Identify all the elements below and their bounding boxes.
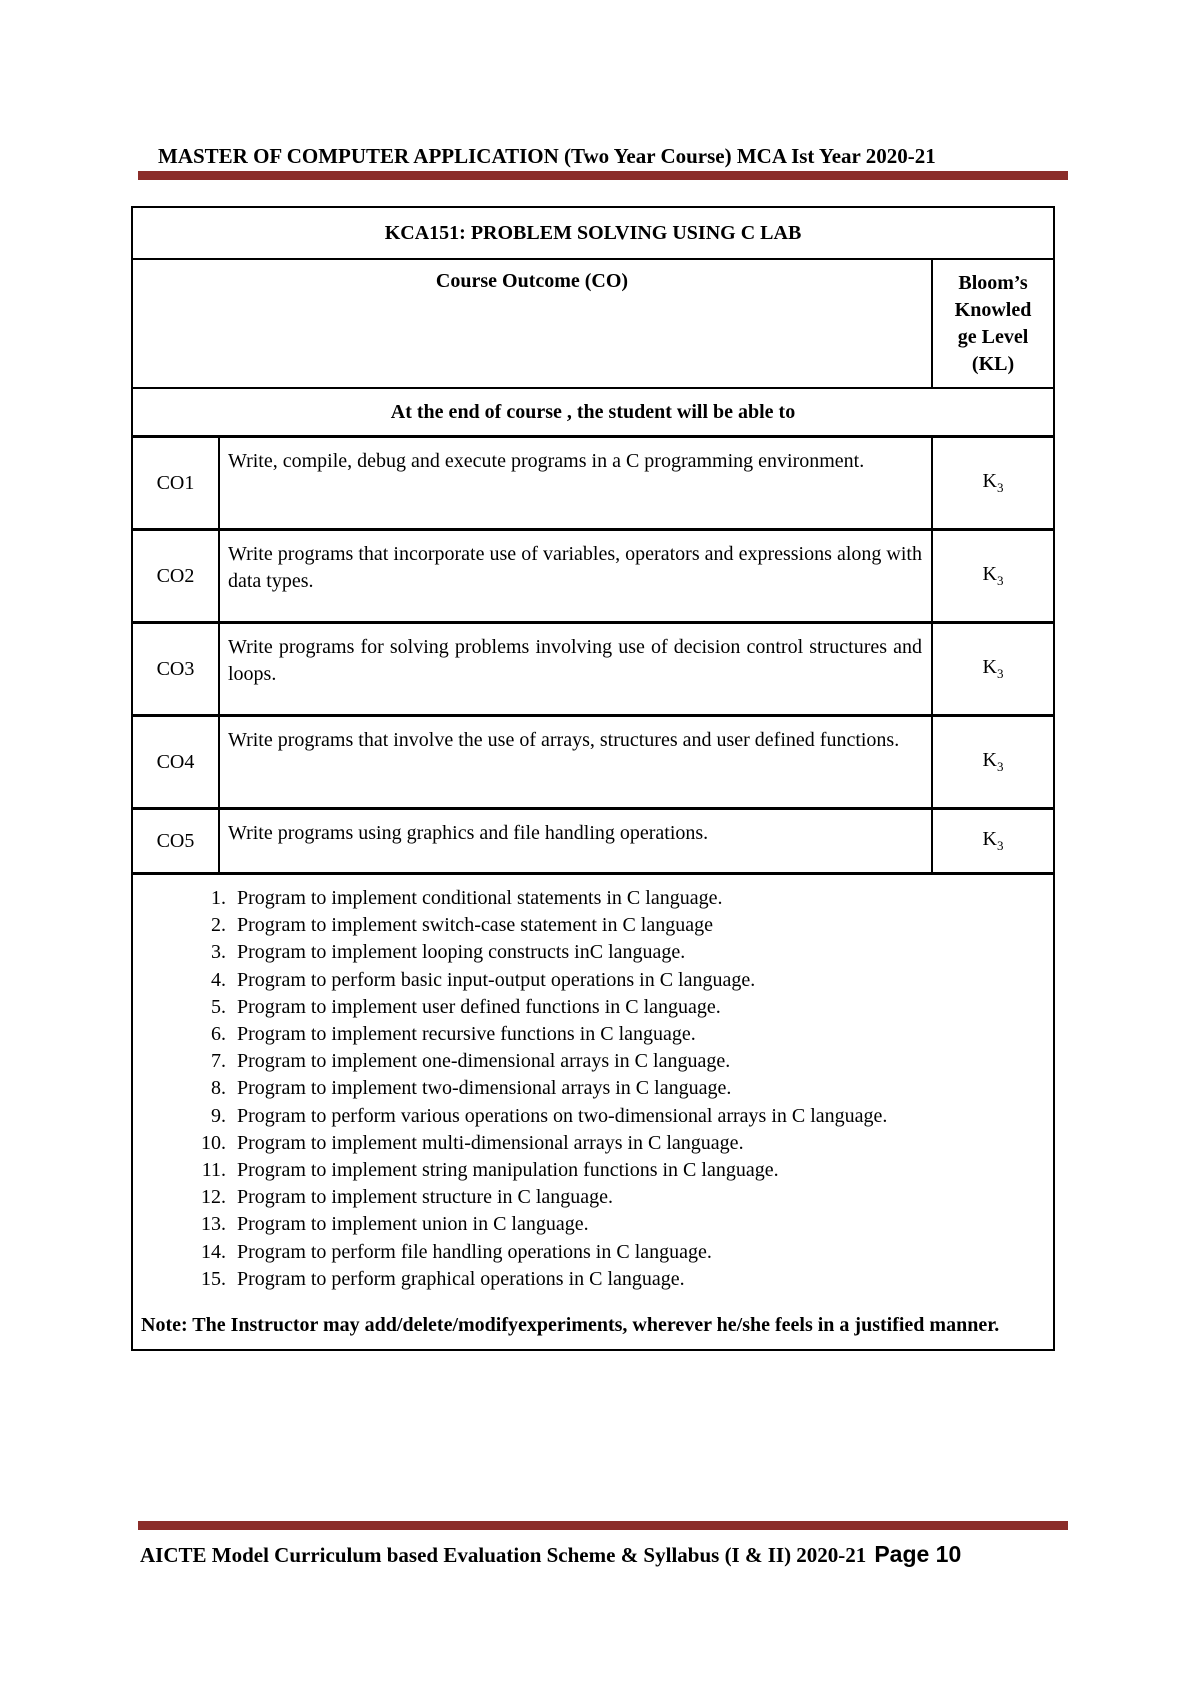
list-item: 2. Program to implement switch-case statement in C language <box>231 912 1045 939</box>
outcome-id: CO5 <box>132 809 219 874</box>
header-rule <box>138 171 1068 180</box>
program-list-cell <box>132 874 1054 1351</box>
outcome-text: Write programs for solving problems involving use of decision control structures and loops. <box>219 623 932 716</box>
list-item: 8. Program to implement two-dimensional arrays in C language. <box>231 1075 1045 1102</box>
footer-rule <box>138 1521 1068 1530</box>
list-item: 6. Program to implement recursive functions in C language. <box>231 1021 1045 1048</box>
outcome-text: Write programs that incorporate use of variables, operators and expressions along with data types. <box>219 530 932 623</box>
bloom-header-line: ge Level <box>957 326 1029 348</box>
kl-letter: K <box>982 563 997 585</box>
bloom-header-line: Bloom’s <box>958 272 1028 294</box>
outcome-id: CO4 <box>132 716 219 809</box>
list-item: 3. Program to implement looping constructs inC language. <box>231 939 1045 966</box>
page-number: Page 10 <box>874 1541 962 1567</box>
list-item: 4. Program to perform basic input-output operations in C language. <box>231 967 1045 994</box>
kl-level: 3 <box>996 838 1004 853</box>
list-item: 13. Program to implement union in C language. <box>231 1211 1045 1238</box>
outcome-text: Write programs using graphics and file handling operations. <box>219 809 932 874</box>
intro-statement: At the end of course , the student will be able to <box>132 388 1054 437</box>
kl-level: 3 <box>996 480 1004 495</box>
course-title: KCA151: PROBLEM SOLVING USING C LAB <box>132 207 1054 259</box>
outcome-kl <box>932 716 1054 809</box>
outcome-id: CO2 <box>132 530 219 623</box>
kl-letter: K <box>982 656 997 678</box>
bloom-header-line: Knowled <box>954 299 1032 321</box>
footer-text: AICTE Model Curriculum based Evaluation Scheme & Syllabus (I & II) 2020-21 <box>140 1543 867 1567</box>
outcome-text: Write, compile, debug and execute programs in a C programming environment. <box>219 437 932 530</box>
list-item: 11. Program to implement string manipulation functions in C language. <box>231 1157 1045 1184</box>
outcome-row <box>132 437 1054 530</box>
course-table <box>131 206 1055 1351</box>
list-item: 12. Program to implement structure in C language. <box>231 1184 1045 1211</box>
kl-letter: K <box>982 749 997 771</box>
outcome-kl <box>932 809 1054 874</box>
kl-level: 3 <box>996 666 1004 681</box>
outcome-row <box>132 716 1054 809</box>
kl-letter: K <box>982 470 997 492</box>
outcome-id: CO1 <box>132 437 219 530</box>
outcome-row <box>132 530 1054 623</box>
outcome-kl <box>932 530 1054 623</box>
outcome-id: CO3 <box>132 623 219 716</box>
list-item: 10. Program to implement multi-dimensional arrays in C language. <box>231 1130 1045 1157</box>
outcome-text: Write programs that involve the use of arrays, structures and user defined functions. <box>219 716 932 809</box>
list-item: 7. Program to implement one-dimensional arrays in C language. <box>231 1048 1045 1075</box>
outcome-kl <box>932 623 1054 716</box>
list-item: 14. Program to perform file handling operations in C language. <box>231 1239 1045 1266</box>
outcome-row <box>132 623 1054 716</box>
kl-level: 3 <box>996 573 1004 588</box>
list-item: 9. Program to perform various operations on two-dimensional arrays in C language. <box>231 1103 1045 1130</box>
outcome-header: Course Outcome (CO) <box>132 259 932 388</box>
program-list <box>141 885 1045 1293</box>
page-footer <box>140 1541 1070 1568</box>
kl-letter: K <box>982 828 997 850</box>
outcome-kl <box>932 437 1054 530</box>
instructor-note: Note: The Instructor may add/delete/modifyexperiments, wherever he/she feels in a justified manner. <box>141 1314 1000 1337</box>
bloom-header-line: (KL) <box>971 353 1015 375</box>
page-header: MASTER OF COMPUTER APPLICATION (Two Year Course) MCA Ist Year 2020-21 <box>158 144 936 168</box>
kl-level: 3 <box>996 759 1004 774</box>
list-item: 5. Program to implement user defined functions in C language. <box>231 994 1045 1021</box>
list-item: 1. Program to implement conditional statements in C language. <box>231 885 1045 912</box>
bloom-header <box>932 259 1054 388</box>
outcome-row <box>132 809 1054 874</box>
list-item: 15. Program to perform graphical operations in C language. <box>231 1266 1045 1293</box>
